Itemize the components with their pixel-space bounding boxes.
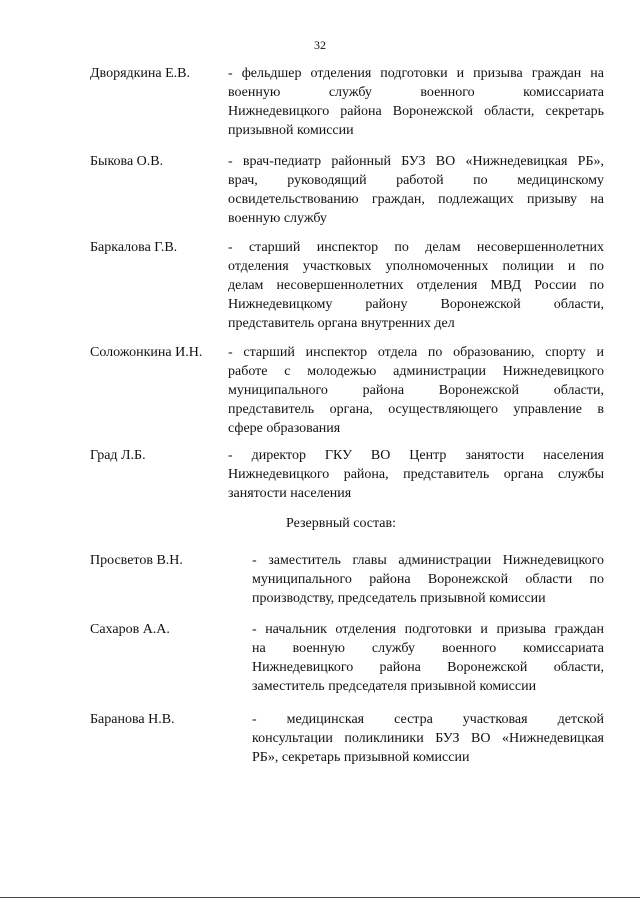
member-role <box>228 446 604 503</box>
role-line: Нижнедевицкого района Воронежской области, <box>252 660 604 675</box>
role-line: - медицинская сестра участковая детской <box>252 712 604 727</box>
role-line: работе с молодежью администрации Нижнедевицкого <box>228 364 604 379</box>
role-line: муниципального района Воронежской области по <box>252 572 604 587</box>
role-line: призывной комиссии <box>228 123 354 138</box>
member-role <box>228 238 604 333</box>
member-name: Дворядкина Е.В. <box>90 66 191 81</box>
role-line: отделения участковых уполномоченных полиции и по <box>228 259 604 274</box>
member-name: Баранова Н.В. <box>90 712 175 727</box>
member-name: Град Л.Б. <box>90 448 146 463</box>
member-name: Соложонкина И.Н. <box>90 345 203 360</box>
role-line: делам несовершеннолетних отделения МВД России по <box>228 278 604 293</box>
member-role <box>228 343 604 438</box>
role-line: военную службу <box>228 211 327 226</box>
role-line: занятости населения <box>228 486 352 501</box>
member-name: Баркалова Г.В. <box>90 240 178 255</box>
member-name: Сахаров А.А. <box>90 622 170 637</box>
member-role <box>228 64 604 140</box>
role-line: Нижнедевицкого района Воронежской области, секретарь <box>228 104 604 119</box>
member-role <box>252 551 604 608</box>
role-line: представитель органа внутренних дел <box>228 316 455 331</box>
role-line: Нижнедевицкому району Воронежской области, <box>228 297 604 312</box>
role-line: - директор ГКУ ВО Центр занятости населения <box>228 448 604 463</box>
role-line: заместитель председателя призывной комиссии <box>252 679 537 694</box>
reserve-heading: Резервный состав: <box>286 516 397 531</box>
role-line: Нижнедевицкого района, представитель органа службы <box>228 467 604 482</box>
page-number: 32 <box>314 38 326 52</box>
member-role <box>228 152 604 228</box>
role-line: - фельдшер отделения подготовки и призыва граждан на <box>228 66 604 81</box>
role-line: муниципального района Воронежской области, <box>228 383 604 398</box>
role-line: - начальник отделения подготовки и призыва граждан <box>252 622 604 637</box>
role-line: сфере образования <box>228 421 341 436</box>
role-line: - старший инспектор отдела по образованию, спорту и <box>228 345 604 360</box>
member-role <box>252 620 604 696</box>
role-line: производству, председатель призывной комиссии <box>252 591 546 606</box>
role-line: - заместитель главы администрации Нижнедевицкого <box>252 553 604 568</box>
member-name: Быкова О.В. <box>90 154 164 169</box>
role-line: консультации поликлиники БУЗ ВО «Нижнедевицкая <box>252 731 604 746</box>
role-line: - врач-педиатр районный БУЗ ВО «Нижнедевицкая РБ», <box>228 154 604 169</box>
role-line: освидетельствованию граждан, подлежащих призыву на <box>228 192 604 207</box>
role-line: на военную службу военного комиссариата <box>252 641 604 656</box>
role-line: представитель органа, осуществляющего управление в <box>228 402 604 417</box>
member-name: Просветов В.Н. <box>90 553 183 568</box>
member-role <box>252 710 604 767</box>
role-line: - старший инспектор по делам несовершеннолетних <box>228 240 604 255</box>
role-line: врач, руководящий работой по медицинскому <box>228 173 604 188</box>
page-bottom-edge <box>0 897 640 898</box>
role-line: РБ», секретарь призывной комиссии <box>252 750 470 765</box>
role-line: военную службу военного комиссариата <box>228 85 604 100</box>
